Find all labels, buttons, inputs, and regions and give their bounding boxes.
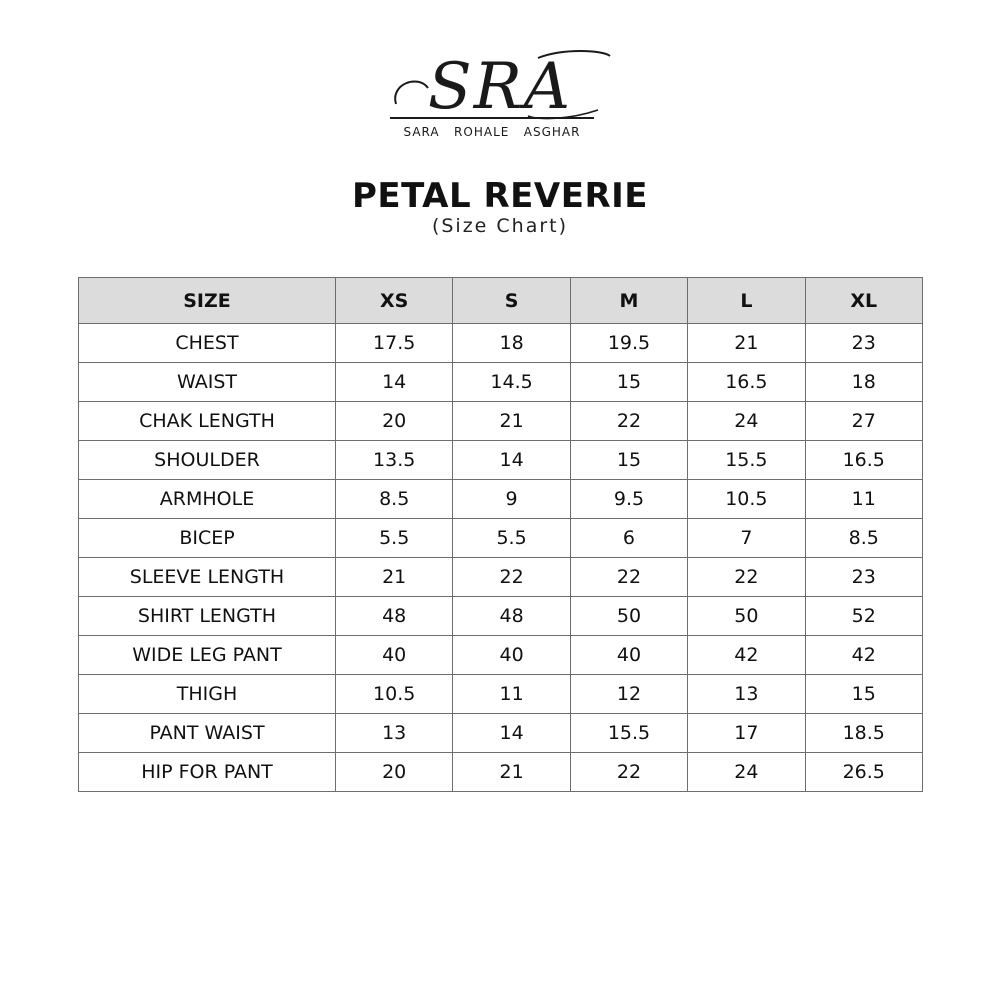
- measurement-label-cell: SHIRT LENGTH: [79, 597, 336, 636]
- header-cell-m: M: [570, 278, 687, 324]
- measurement-value-cell: 21: [336, 558, 453, 597]
- measurement-value-cell: 22: [570, 558, 687, 597]
- measurement-value-cell: 18: [805, 363, 922, 402]
- page-title: PETAL REVERIE: [351, 176, 648, 216]
- measurement-value-cell: 11: [805, 480, 922, 519]
- table-body: [79, 324, 923, 792]
- table-row: [79, 402, 923, 441]
- measurement-value-cell: 22: [453, 558, 570, 597]
- measurement-label-cell: SLEEVE LENGTH: [79, 558, 336, 597]
- measurement-value-cell: 10.5: [336, 675, 453, 714]
- measurement-label-cell: CHAK LENGTH: [79, 402, 336, 441]
- table-row: [79, 558, 923, 597]
- logo-monogram: SRA: [427, 50, 573, 124]
- measurement-label-cell: WAIST: [79, 363, 336, 402]
- measurement-value-cell: 9: [453, 480, 570, 519]
- table-header-row: [79, 278, 923, 324]
- measurement-value-cell: 13.5: [336, 441, 453, 480]
- measurement-value-cell: 6: [570, 519, 687, 558]
- measurement-value-cell: 13: [688, 675, 805, 714]
- measurement-value-cell: 23: [805, 324, 922, 363]
- measurement-value-cell: 40: [453, 636, 570, 675]
- measurement-value-cell: 22: [688, 558, 805, 597]
- measurement-value-cell: 22: [570, 753, 687, 792]
- measurement-value-cell: 21: [453, 402, 570, 441]
- measurement-value-cell: 18.5: [805, 714, 922, 753]
- measurement-label-cell: SHOULDER: [79, 441, 336, 480]
- measurement-value-cell: 40: [570, 636, 687, 675]
- measurement-value-cell: 16.5: [805, 441, 922, 480]
- measurement-value-cell: 15: [805, 675, 922, 714]
- logo-tagline: SARA ROHALE ASGHAR: [403, 125, 581, 139]
- measurement-value-cell: 9.5: [570, 480, 687, 519]
- measurement-label-cell: WIDE LEG PANT: [79, 636, 336, 675]
- page-subtitle: (Size Chart): [431, 215, 569, 237]
- measurement-label-cell: BICEP: [79, 519, 336, 558]
- measurement-value-cell: 12: [570, 675, 687, 714]
- table-row: [79, 363, 923, 402]
- measurement-value-cell: 8.5: [336, 480, 453, 519]
- measurement-value-cell: 27: [805, 402, 922, 441]
- brand-logo: [388, 44, 612, 144]
- measurement-value-cell: 5.5: [336, 519, 453, 558]
- measurement-label-cell: ARMHOLE: [79, 480, 336, 519]
- measurement-value-cell: 50: [570, 597, 687, 636]
- size-chart-table: [78, 277, 923, 792]
- table-row: [79, 441, 923, 480]
- measurement-value-cell: 14.5: [453, 363, 570, 402]
- measurement-value-cell: 42: [688, 636, 805, 675]
- measurement-value-cell: 13: [336, 714, 453, 753]
- table-row: [79, 714, 923, 753]
- measurement-value-cell: 14: [336, 363, 453, 402]
- measurement-value-cell: 17.5: [336, 324, 453, 363]
- measurement-value-cell: 23: [805, 558, 922, 597]
- measurement-value-cell: 48: [336, 597, 453, 636]
- measurement-label-cell: PANT WAIST: [79, 714, 336, 753]
- measurement-value-cell: 15: [570, 363, 687, 402]
- measurement-value-cell: 14: [453, 441, 570, 480]
- measurement-value-cell: 22: [570, 402, 687, 441]
- measurement-value-cell: 15.5: [570, 714, 687, 753]
- measurement-value-cell: 50: [688, 597, 805, 636]
- table-row: [79, 675, 923, 714]
- measurement-value-cell: 5.5: [453, 519, 570, 558]
- measurement-value-cell: 40: [336, 636, 453, 675]
- measurement-value-cell: 18: [453, 324, 570, 363]
- measurement-value-cell: 15.5: [688, 441, 805, 480]
- measurement-value-cell: 26.5: [805, 753, 922, 792]
- measurement-value-cell: 8.5: [805, 519, 922, 558]
- measurement-value-cell: 7: [688, 519, 805, 558]
- measurement-value-cell: 10.5: [688, 480, 805, 519]
- table-row: [79, 597, 923, 636]
- table-row: [79, 753, 923, 792]
- table-row: [79, 636, 923, 675]
- brand-logo-graphic: [388, 44, 612, 144]
- measurement-value-cell: 19.5: [570, 324, 687, 363]
- header-cell-xl: XL: [805, 278, 922, 324]
- table-row: [79, 519, 923, 558]
- measurement-value-cell: 14: [453, 714, 570, 753]
- measurement-label-cell: HIP FOR PANT: [79, 753, 336, 792]
- table-row: [79, 480, 923, 519]
- measurement-value-cell: 21: [688, 324, 805, 363]
- header-cell-l: L: [688, 278, 805, 324]
- measurement-value-cell: 21: [453, 753, 570, 792]
- header-cell-s: S: [453, 278, 570, 324]
- header-cell-size: SIZE: [79, 278, 336, 324]
- measurement-label-cell: CHEST: [79, 324, 336, 363]
- measurement-value-cell: 48: [453, 597, 570, 636]
- measurement-value-cell: 17: [688, 714, 805, 753]
- measurement-value-cell: 52: [805, 597, 922, 636]
- measurement-value-cell: 20: [336, 402, 453, 441]
- measurement-value-cell: 20: [336, 753, 453, 792]
- measurement-value-cell: 42: [805, 636, 922, 675]
- measurement-value-cell: 16.5: [688, 363, 805, 402]
- measurement-value-cell: 11: [453, 675, 570, 714]
- measurement-label-cell: THIGH: [79, 675, 336, 714]
- measurement-value-cell: 15: [570, 441, 687, 480]
- measurement-value-cell: 24: [688, 753, 805, 792]
- table-row: [79, 324, 923, 363]
- measurement-value-cell: 24: [688, 402, 805, 441]
- header-cell-xs: XS: [336, 278, 453, 324]
